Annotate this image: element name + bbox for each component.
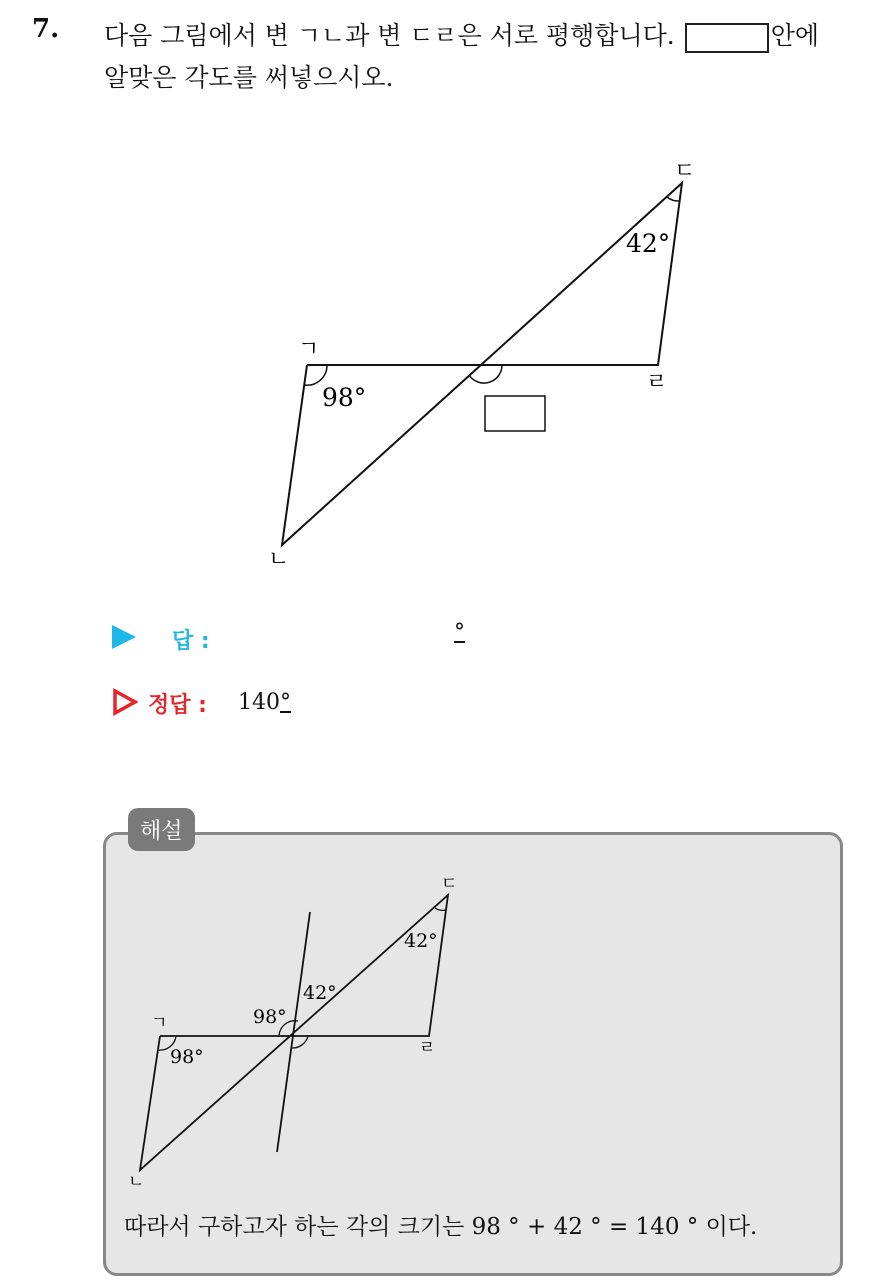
correct-answer-number: 140 <box>238 690 280 715</box>
sol-vertex-label-c: ㄷ <box>441 874 458 894</box>
question-text-after: 안에 <box>770 21 820 50</box>
sol-angle-label-mid-left: 98° <box>253 1006 287 1028</box>
vertex-label-d: ㄹ <box>646 370 668 395</box>
vertex-label-b: ㄴ <box>268 547 290 572</box>
sol-arc-mid-right <box>292 1036 308 1048</box>
question-text-before: 다음 그림에서 변 ㄱㄴ과 변 ㄷㄹ은 서로 평행합니다. <box>104 21 675 50</box>
vertex-label-a: ㄱ <box>298 337 320 362</box>
auxiliary-line <box>277 912 310 1152</box>
sol-vertex-label-d: ㄹ <box>419 1038 436 1058</box>
angle-label-a: 98° <box>322 383 367 412</box>
sol-vertex-label-a: ㄱ <box>151 1013 168 1033</box>
question-text-line2: 알맞은 각도를 써넣으시오. <box>104 63 394 92</box>
sol-vertex-label-b: ㄴ <box>128 1172 145 1192</box>
correct-answer-degree: ° <box>280 690 291 715</box>
solution-tab: 해설 <box>128 808 195 851</box>
sol-arc-c <box>435 908 446 910</box>
angle-label-c: 42° <box>626 229 671 258</box>
solution-text: 따라서 구하고자 하는 각의 크기는 98 ° + 42 ° = 140 ° 이다. <box>124 1214 758 1240</box>
answer-degree: ° <box>454 620 465 645</box>
question-number: 7. <box>32 14 60 44</box>
sol-angle-label-mid-right: 42° <box>303 982 337 1004</box>
answer-label: 답 : <box>172 629 210 654</box>
sol-angle-label-a: 98° <box>170 1046 204 1068</box>
correct-answer-label: 정답 : <box>148 693 207 718</box>
sol-angle-label-c: 42° <box>404 930 438 952</box>
vertex-label-c: ㄷ <box>674 159 696 184</box>
